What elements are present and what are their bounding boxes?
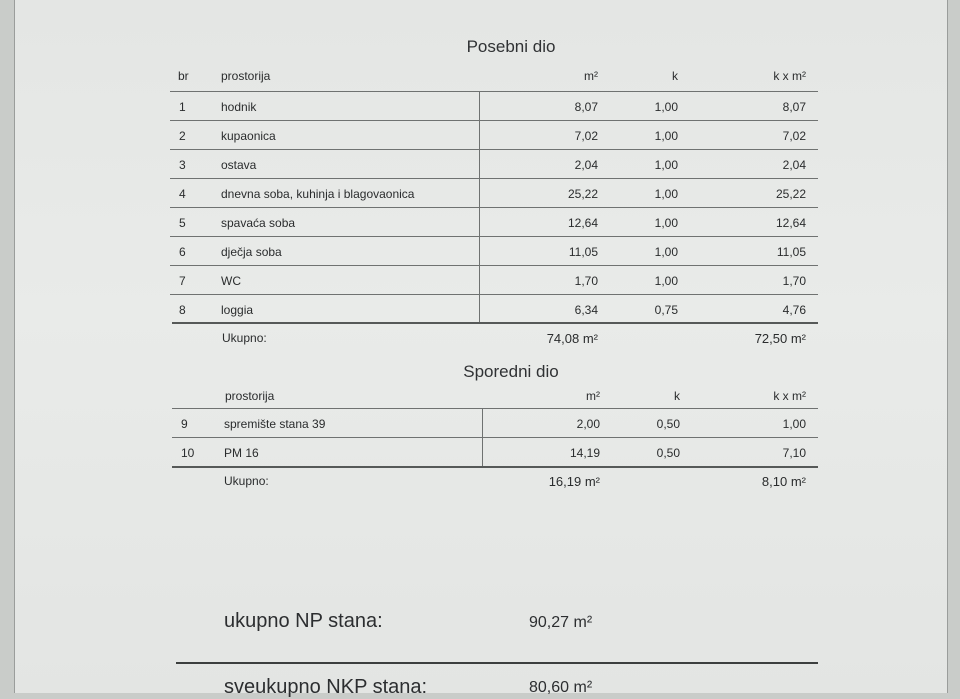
nkp-value: 80,60 m² (529, 679, 593, 696)
row-separator (170, 265, 818, 266)
cell-prostorija: dnevna soba, kuhinja i blagovaonica (221, 187, 415, 201)
cell-m2: 12,64 (567, 216, 598, 230)
column-divider (482, 408, 483, 466)
cell-prostorija: ostava (221, 158, 257, 172)
cell-br: 7 (179, 274, 186, 288)
row-separator (170, 207, 818, 208)
posebni-total-rule (172, 322, 818, 324)
cell-prostorija: PM 16 (224, 446, 259, 460)
cell-kxm2: 7,10 (782, 446, 806, 460)
cell-br: 4 (179, 187, 186, 201)
cell-kxm2: 25,22 (775, 187, 806, 201)
posebni-total-m2: 74,08 m² (546, 331, 598, 346)
header-m2: m² (586, 389, 600, 403)
header-kxm2: k x m² (773, 389, 806, 403)
np-label: ukupno NP stana: (224, 610, 383, 632)
row-separator (170, 91, 818, 92)
header-k: k (674, 389, 680, 403)
sporedni-total-kxm2: 8,10 m² (761, 474, 806, 489)
row-separator (170, 294, 818, 295)
row-separator (170, 149, 818, 150)
header-prostorija: prostorija (225, 389, 275, 403)
cell-br: 10 (181, 446, 195, 460)
sporedni-total-label: Ukupno: (224, 474, 269, 488)
cell-prostorija: loggia (221, 303, 254, 317)
cell-br: 9 (181, 417, 188, 431)
sporedni-total-rule (172, 466, 818, 468)
cell-m2: 11,05 (568, 245, 598, 259)
cell-k: 1,00 (654, 245, 678, 259)
cell-k: 1,00 (654, 216, 678, 230)
cell-m2: 2,00 (576, 417, 600, 431)
header-prostorija: prostorija (221, 69, 271, 83)
cell-kxm2: 12,64 (775, 216, 806, 230)
cell-prostorija: spavaća soba (221, 216, 296, 230)
posebni-total-label: Ukupno: (222, 331, 267, 345)
document-page (14, 0, 948, 693)
cell-k: 0,50 (656, 417, 680, 431)
cell-m2: 25,22 (567, 187, 598, 201)
cell-kxm2: 2,04 (782, 158, 806, 172)
posebni-total-kxm2: 72,50 m² (754, 331, 806, 346)
cell-k: 1,00 (654, 158, 678, 172)
cell-br: 2 (179, 129, 186, 143)
row-separator (170, 236, 818, 237)
header-kxm2: k x m² (773, 69, 806, 83)
cell-m2: 1,70 (574, 274, 598, 288)
cell-k: 1,00 (654, 187, 678, 201)
cell-kxm2: 11,05 (776, 245, 806, 259)
cell-br: 1 (179, 100, 186, 114)
cell-kxm2: 8,07 (782, 100, 806, 114)
cell-prostorija: WC (221, 274, 241, 288)
np-value: 90,27 m² (529, 614, 593, 631)
posebni-title: Posebni dio (466, 37, 556, 56)
row-separator (172, 408, 818, 409)
header-br: br (178, 69, 189, 83)
cell-br: 5 (179, 216, 186, 230)
cell-prostorija: dječja soba (221, 245, 282, 259)
cell-k: 1,00 (654, 129, 678, 143)
cell-k: 0,50 (656, 446, 680, 460)
cell-br: 3 (179, 158, 186, 172)
cell-k: 0,75 (654, 303, 678, 317)
cell-br: 6 (179, 245, 186, 259)
cell-m2: 7,02 (574, 129, 598, 143)
header-k: k (672, 69, 678, 83)
cell-prostorija: kupaonica (221, 129, 276, 143)
sporedni-title: Sporedni dio (463, 362, 559, 381)
cell-kxm2: 1,00 (782, 417, 806, 431)
cell-prostorija: hodnik (221, 100, 257, 114)
nkp-label: sveukupno NKP stana: (224, 676, 428, 698)
row-separator (170, 178, 818, 179)
cell-kxm2: 7,02 (782, 129, 806, 143)
cell-k: 1,00 (654, 100, 678, 114)
cell-m2: 14,19 (569, 446, 600, 460)
column-divider (479, 91, 480, 323)
cell-br: 8 (179, 303, 186, 317)
cell-k: 1,00 (654, 274, 678, 288)
header-m2: m² (584, 69, 598, 83)
row-separator (172, 437, 818, 438)
sporedni-total-m2: 16,19 m² (548, 474, 600, 489)
cell-m2: 2,04 (574, 158, 598, 172)
summary-rule (176, 662, 818, 664)
cell-m2: 6,34 (574, 303, 598, 317)
cell-kxm2: 1,70 (782, 274, 806, 288)
cell-prostorija: spremište stana 39 (224, 417, 326, 431)
cell-kxm2: 4,76 (782, 303, 806, 317)
row-separator (170, 120, 818, 121)
cell-m2: 8,07 (574, 100, 598, 114)
